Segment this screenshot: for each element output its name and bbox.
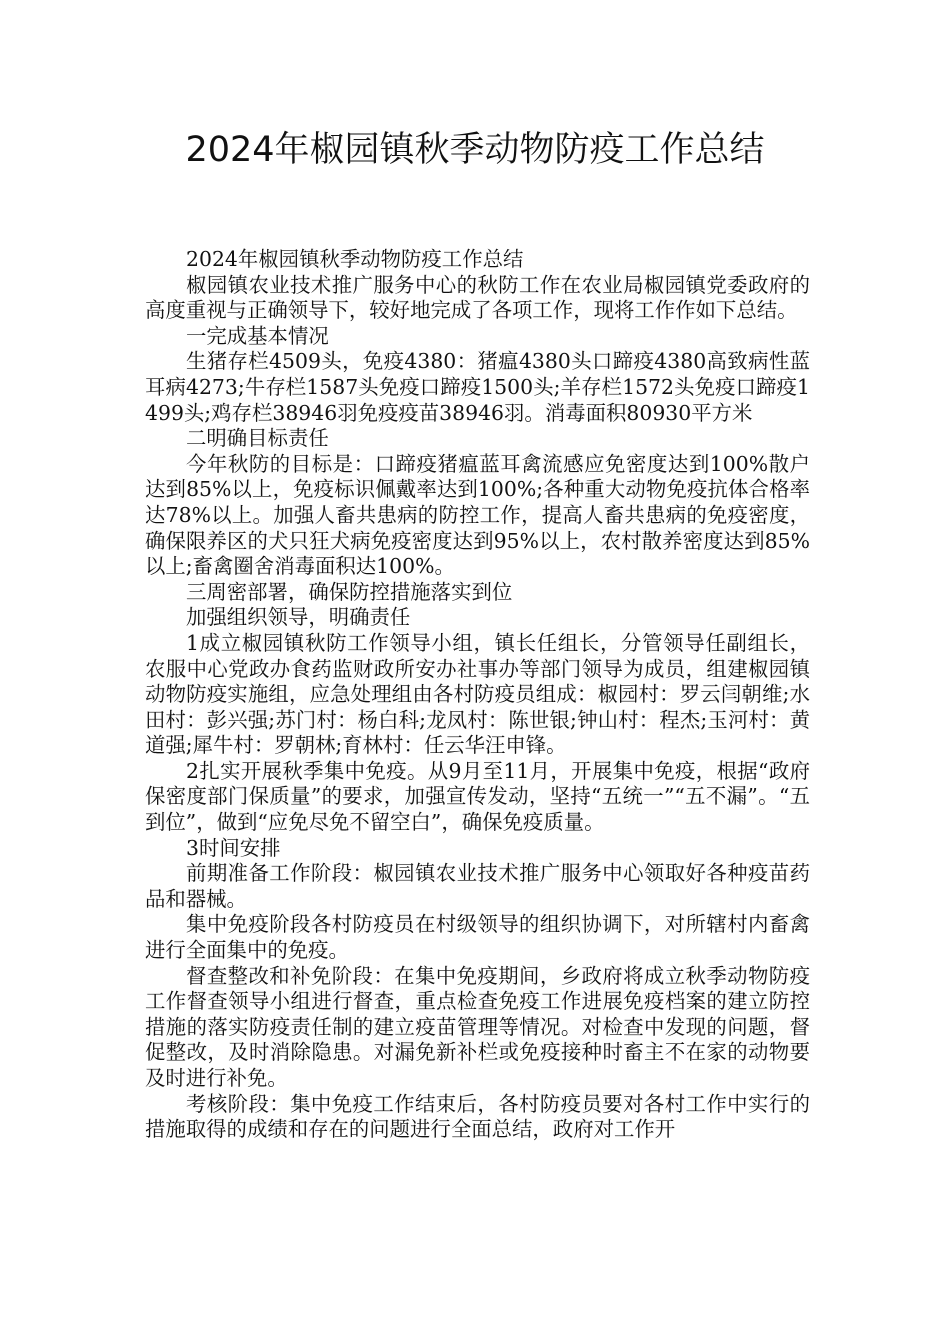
section-heading-targets: 二明确目标责任 (186, 426, 329, 451)
paragraph-preparation-stage: 前期准备工作阶段：椒园镇农业技术推广服务中心领取好各种疫苗药品和器械。 (145, 861, 810, 911)
paragraph-livestock-stats: 生猪存栏4509头，免疫4380：猪瘟4380头口蹄疫4380高致病性蓝耳病4273;牛存栏1587头免疫口蹄疫1500头;羊存栏1572头免疫口蹄疫1499头;鸡存栏38946羽免疫疫苗38946羽。消毒面积80930平方米 (145, 349, 810, 425)
paragraph-assessment-stage: 考核阶段：集中免疫工作结束后，各村防疫员要对各村工作中实行的措施取得的成绩和存在的问题进行全面总结，政府对工作开 (145, 1091, 810, 1142)
paragraph-heading-repeat: 2024年椒园镇秋季动物防疫工作总结 (186, 247, 524, 271)
paragraph-concentrated-stage: 集中免疫阶段各村防疫员在村级领导的组织协调下，对所辖村内畜禽进行全面集中的免疫。 (145, 912, 810, 963)
paragraph-intro: 椒园镇农业技术推广服务中心的秋防工作在农业局椒园镇党委政府的高度重视与正确领导下，较好地完成了各项工作，现将工作作如下总结。 (145, 272, 810, 323)
paragraph-autumn-immunization: 2扎实开展秋季集中免疫。从9月至11月，开展集中免疫，根据“政府保密度部门保质量”的要求，加强宣传发动，坚持“五统一”“五不漏”。“五到位”，做到“应免尽免不留空白”，确保免疫质量。 (145, 758, 810, 835)
document-body (145, 247, 810, 1143)
section-heading-deployment: 三周密部署，确保防控措施落实到位 (186, 579, 513, 604)
subheading-organization: 加强组织领导，明确责任 (186, 605, 411, 630)
document-title: 2024年椒园镇秋季动物防疫工作总结 (185, 130, 765, 170)
paragraph-inspection-stage: 督查整改和补免阶段：在集中免疫期间，乡政府将成立秋季动物防疫工作督查领导小组进行督查，重点检查免疫工作进展免疫档案的建立防控措施的落实防疫责任制的建立疫苗管理等情况。对检查中发现的问题，督促整改，及时消除隐患。对漏免新补栏或免疫接种时畜主不在家的动物要及时进行补免。 (145, 963, 810, 1090)
paragraph-targets: 今年秋防的目标是：口蹄疫猪瘟蓝耳禽流感应免密度达到100%散户达到85%以上，免疫标识佩戴率达到100%;各种重大动物免疫抗体合格率达78%以上。加强人畜共患病的防控工作，提高人畜共患病的免疫密度，确保限养区的犬只狂犬病免疫密度达到95%以上，农村散养密度达到85%以上;畜禽圈舍消毒面积达100%。 (145, 451, 810, 579)
section-heading-basic: 一完成基本情况 (186, 323, 329, 348)
subheading-schedule: 3时间安排 (186, 835, 281, 860)
paragraph-leadership-group: 1成立椒园镇秋防工作领导小组，镇长任组长，分管领导任副组长，农服中心党政办食药监财政所安办社事办等部门领导为成员，组建椒园镇动物防疫实施组，应急处理组由各村防疫员组成：椒园村：罗云闫朝维;水田村：彭兴强;苏门村：杨白科;龙凤村：陈世银;钟山村：程杰;玉河村：黄道强;犀牛村：罗朝林;育林村：任云华汪申锋。 (145, 630, 810, 758)
